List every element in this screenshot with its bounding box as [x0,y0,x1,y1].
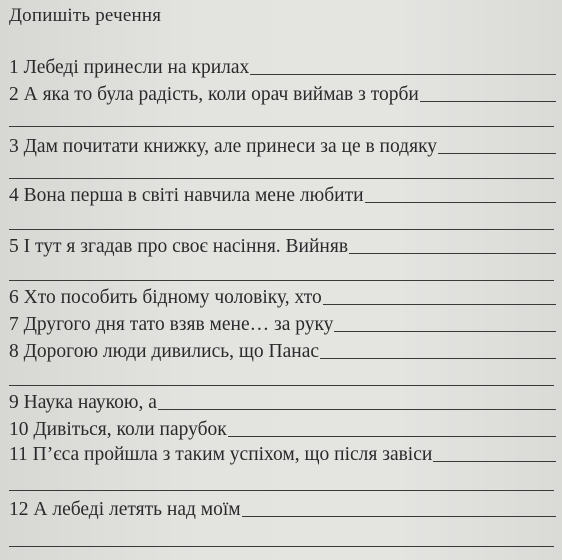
answer-blank[interactable] [438,152,556,154]
answer-continuation-line[interactable] [9,490,554,491]
sentence-6 [9,285,556,309]
sentence-8 [9,339,556,363]
answer-blank[interactable] [420,100,556,102]
sentence-10 [9,417,556,441]
sentence-text: 5 І тут я згадав про своє насіння. Вийняв [9,236,349,257]
sentence-7 [9,312,556,336]
sentence-2 [9,82,556,106]
worksheet-title: Допишіть речення [9,5,162,26]
sentence-text: 1 Лебеді принесли на крилах [9,57,250,78]
sentence-4 [9,183,556,207]
sentence-text: 4 Вона перша в світі навчила мене любити [9,185,364,206]
sentence-text: 12 А лебеді летять над моїм [9,499,241,520]
answer-blank[interactable] [334,330,556,332]
answer-blank[interactable] [158,408,556,410]
sentence-text: 2 А яка то була радість, коли орач виймав з торби [9,84,419,105]
answer-blank[interactable] [433,460,556,462]
answer-blank[interactable] [320,357,556,359]
answer-blank[interactable] [228,435,556,437]
sentence-9 [9,390,556,414]
sentence-text: 8 Дорогою люди дивились, що Панас [9,341,320,362]
answer-continuation-line[interactable] [9,126,554,127]
answer-blank[interactable] [323,303,556,305]
sentence-text: 9 Наука наукою, а [9,392,157,413]
answer-continuation-line[interactable] [9,178,554,179]
sentence-text: 11 П’єса пройшла з таким успіхом, що після завіси [9,444,433,465]
sentence-3 [9,134,556,158]
answer-blank[interactable] [365,201,556,203]
answer-continuation-line[interactable] [9,229,554,230]
answer-continuation-line[interactable] [9,385,554,386]
answer-blank[interactable] [242,515,556,517]
answer-blank[interactable] [250,73,556,75]
answer-blank[interactable] [349,252,556,254]
sentence-5 [9,234,556,258]
sentence-text: 10 Дивіться, коли парубок [9,419,227,440]
sentence-text: 7 Другого дня тато взяв мене… за руку [9,314,334,335]
sentence-text: 3 Дам почитати книжку, але принеси за це в подяку [9,136,438,157]
sentence-1 [9,55,556,79]
answer-continuation-line[interactable] [9,546,554,547]
sentence-text: 6 Хто пособить бідному чоловіку, хто [9,287,322,308]
sentence-11 [9,442,556,466]
sentence-12 [9,497,556,521]
answer-continuation-line[interactable] [9,280,554,281]
